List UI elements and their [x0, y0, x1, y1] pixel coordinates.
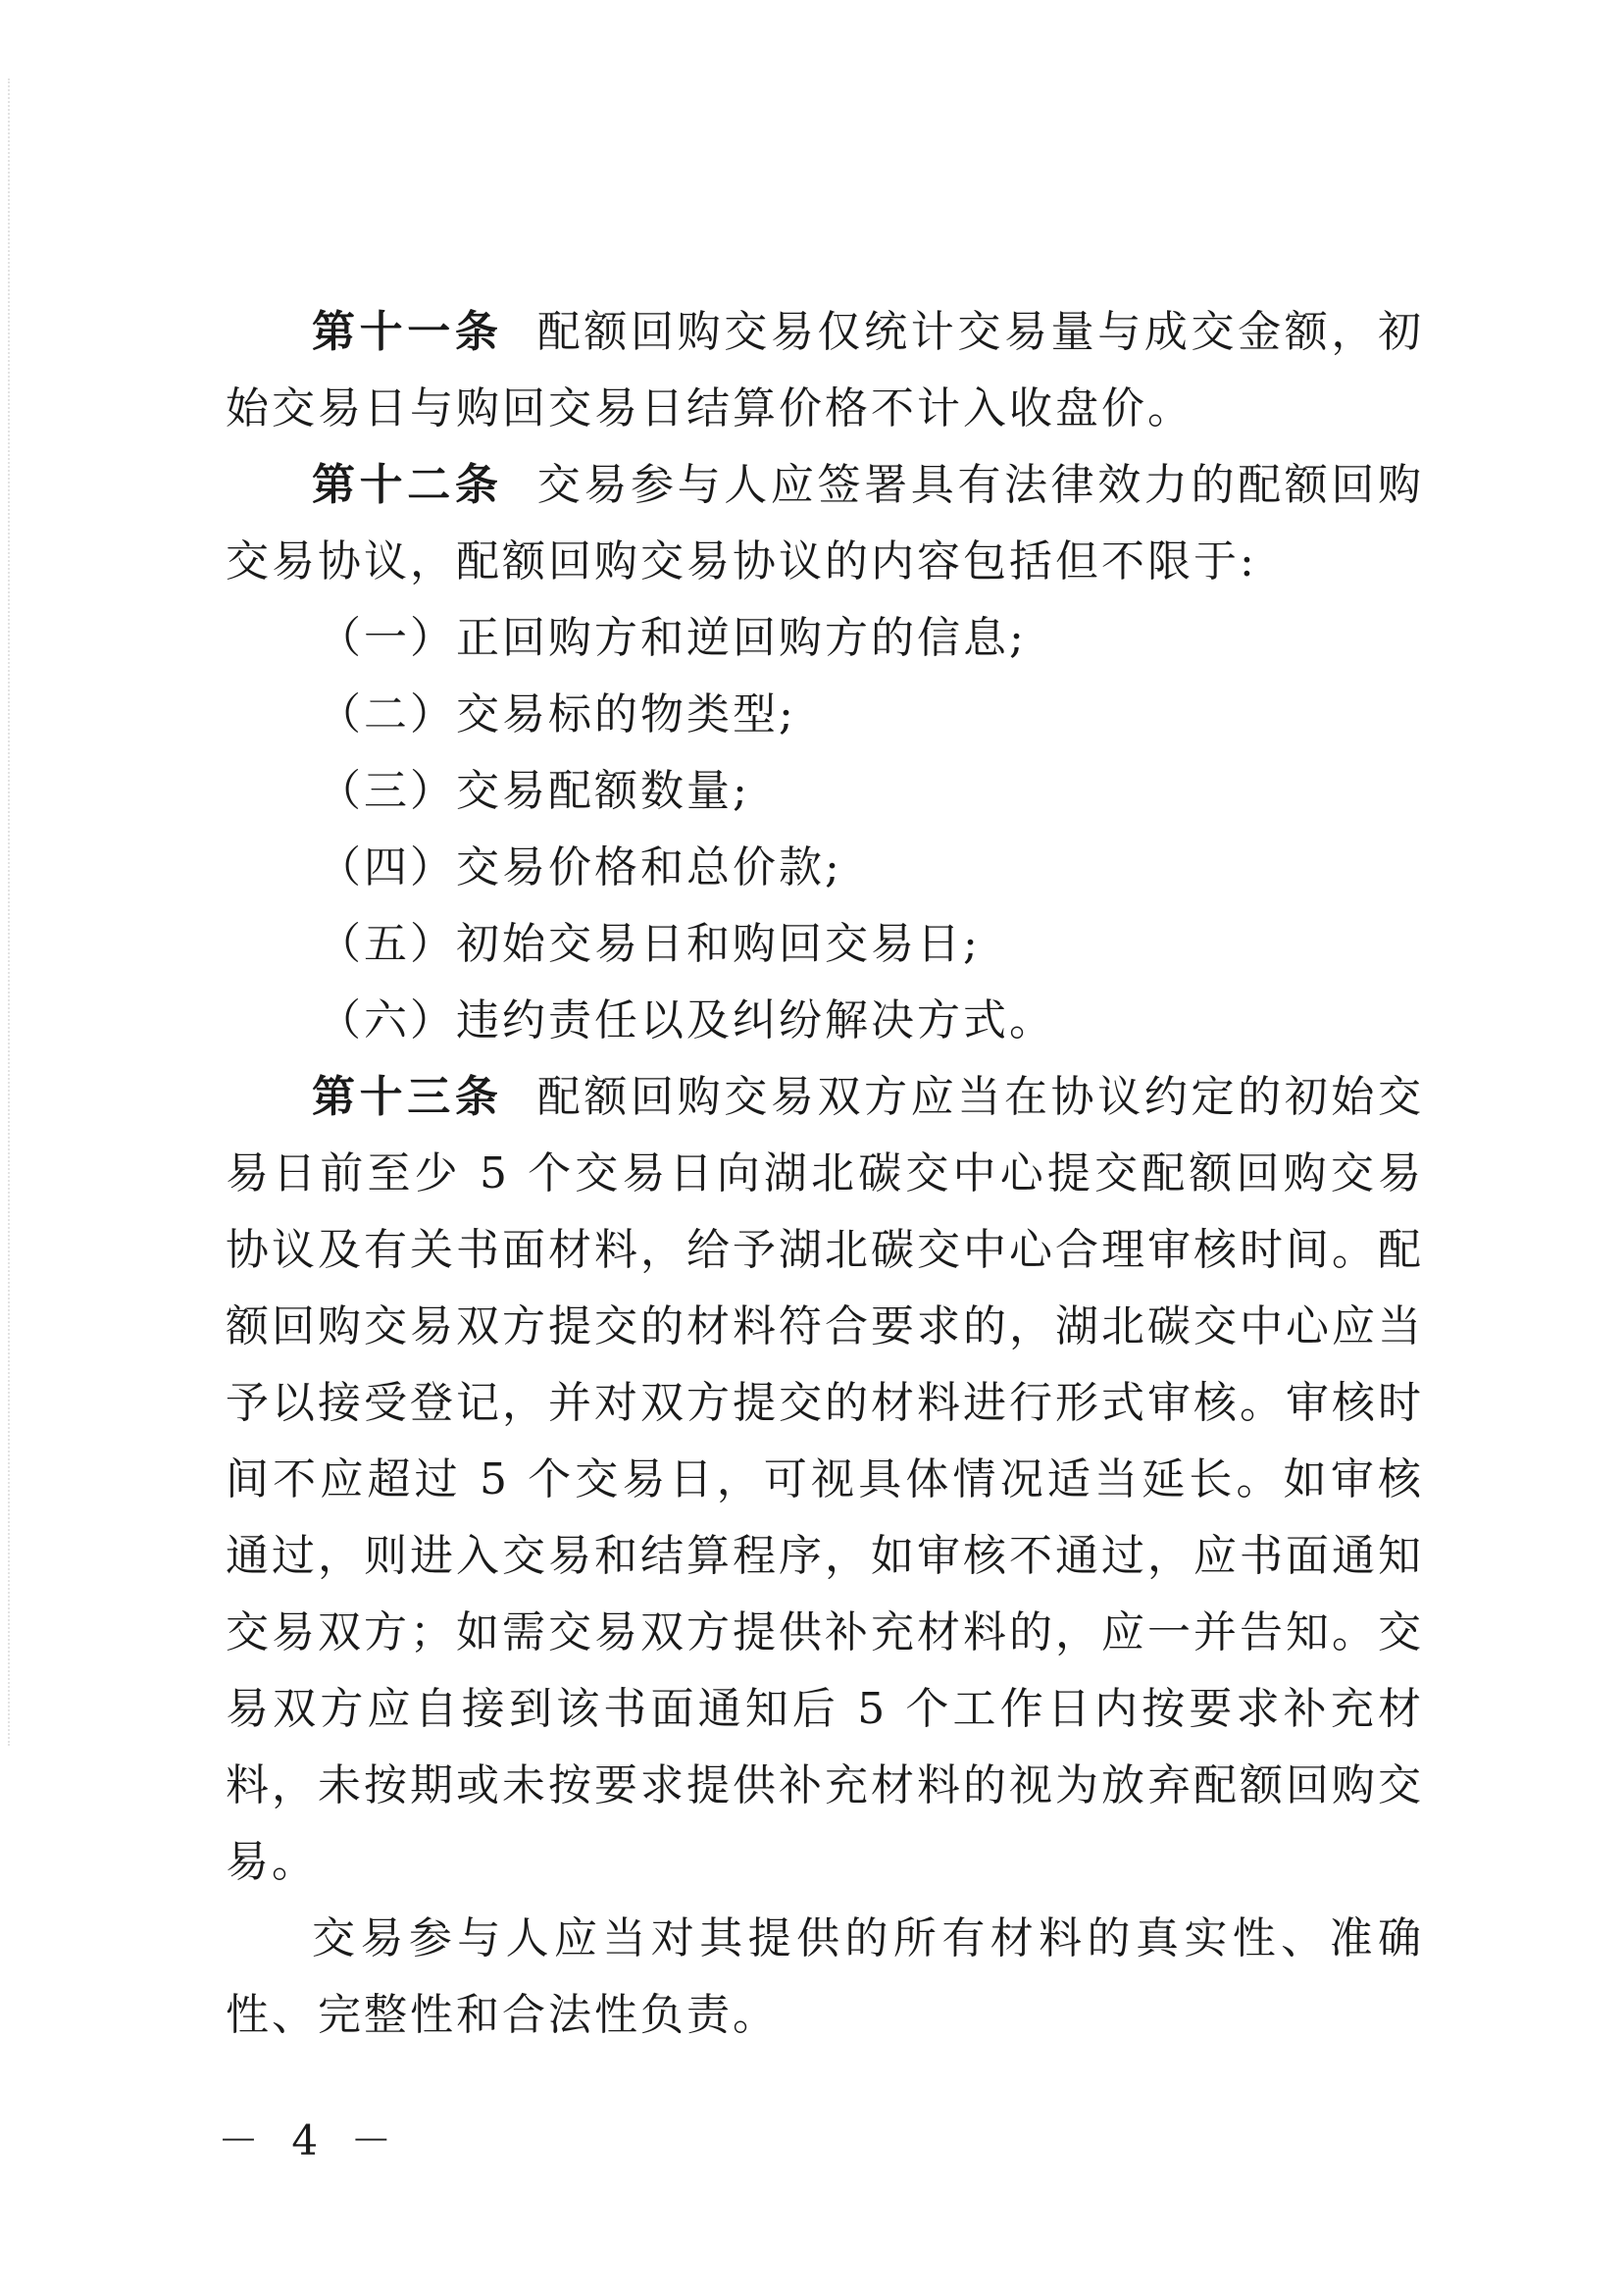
article-11	[226, 294, 1424, 447]
article-12-item-3: （三）交易配额数量;	[318, 766, 750, 816]
article-13-text: 配额回购交易双方应当在协议约定的初始交易日前至少 5 个交易日向湖北碳交中心提交配额回购交易协议及有关书面材料，给予湖北碳交中心合理审核时间。配额回购交易双方提交的材料符合要求的，湖北碳交中心应当予以接受登记，并对双方提交的材料进行形式审核。审核时间不应超过 5 个交易日，可视具体情况适当延长。如审核通过，则进入交易和结算程序，如审核不通过，应书面通知交易双方；如需交易双方提供补充材料的，应一并告知。交易双方应自接到该书面通知后 5 个工作日内按要求补充材料，未按期或未按要求提供补充材料的视为放弃配额回购交易。	[226, 1072, 1425, 1887]
article-12-item-1: （一）正回购方和逆回购方的信息;	[318, 613, 1027, 663]
article-13-heading: 第十三条	[312, 1072, 503, 1122]
article-11-text: 配额回购交易仅统计交易量与成交金额，初始交易日与购回交易日结算价格不计入收盘价。	[226, 307, 1425, 433]
article-12-heading: 第十二条	[312, 460, 503, 510]
article-11-heading: 第十一条	[312, 307, 503, 357]
article-12-item-5: （五）初始交易日和购回交易日;	[318, 919, 981, 969]
article-12	[226, 447, 1424, 600]
document-body	[226, 294, 1424, 2054]
page-number: － 4 －	[218, 2116, 402, 2165]
article-12-item-6: （六）违约责任以及纠纷解决方式。	[318, 995, 1055, 1045]
article-13-closing: 交易参与人应当对其提供的所有材料的真实性、准确性、完整性和合法性负责。	[226, 1913, 1424, 2040]
binding-margin-marks	[8, 78, 12, 1746]
article-13	[226, 1059, 1424, 1901]
article-12-text: 交易参与人应签署具有法律效力的配额回购交易协议，配额回购交易协议的内容包括但不限于:	[226, 460, 1425, 586]
article-12-item-4: （四）交易价格和总价款;	[318, 842, 842, 892]
article-12-item-2: （二）交易标的物类型;	[318, 689, 796, 739]
